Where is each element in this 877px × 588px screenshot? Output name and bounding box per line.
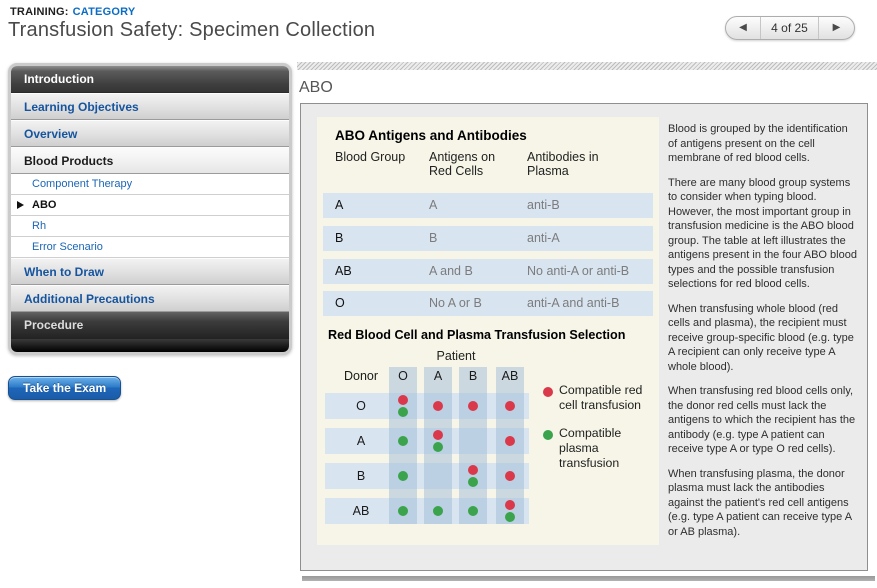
cell-antigens: B: [429, 231, 438, 245]
cell-antibodies: No anti-A or anti-B: [527, 264, 630, 278]
sidebar-item-when-to-draw[interactable]: When to Draw: [11, 258, 289, 285]
donor-type-label: A: [356, 434, 366, 448]
slide-heading: ABO: [299, 79, 333, 96]
donor-axis-label: Donor: [343, 369, 379, 383]
column-header-antibodies: Antibodies in Plasma: [527, 150, 599, 179]
next-page-button[interactable]: ▶: [819, 17, 854, 39]
red-dot-icon: [505, 436, 515, 446]
breadcrumb: [10, 6, 135, 18]
legend-label: Compatible plasma transfusion: [559, 425, 622, 471]
legend-label: Compatible red cell transfusion: [559, 383, 643, 413]
red-dot-icon: [505, 401, 515, 411]
matrix-cell: [424, 393, 452, 419]
green-dot-icon: [398, 407, 408, 417]
matrix-cell: [496, 498, 524, 524]
cell-antibodies: anti-A and anti-B: [527, 296, 620, 310]
sidebar-item-blood-products[interactable]: Blood Products: [11, 147, 289, 174]
explanatory-text: [668, 122, 860, 549]
patient-axis-label: Patient: [436, 349, 476, 363]
green-dot-icon: [433, 506, 443, 516]
sidebar-item-error-scenario[interactable]: Error Scenario: [11, 237, 289, 258]
patient-type-header: AB: [501, 369, 519, 383]
paragraph: When transfusing plasma, the donor plasma must lack the antibodies against the patient's red cell antigens (e.g. type A patient can receive type A or AB plasma).: [668, 467, 852, 538]
sidebar-item-overview[interactable]: Overview: [11, 120, 289, 147]
matrix-cell: [389, 393, 417, 419]
page-navigator: [725, 16, 855, 40]
cell-antibodies: anti-B: [527, 198, 560, 212]
green-dot-icon: [468, 477, 478, 487]
legend-item-plasma: [543, 426, 657, 472]
column-header-blood-group: Blood Group: [335, 150, 406, 164]
red-dot-icon: [468, 401, 478, 411]
course-nav-sidebar: [8, 63, 292, 355]
take-exam-button[interactable]: Take the Exam: [8, 376, 121, 400]
patient-type-header: O: [398, 369, 408, 383]
matrix-cell: [389, 463, 417, 489]
green-dot-icon: [433, 442, 443, 452]
green-dot-icon: [398, 506, 408, 516]
matrix-cell: [459, 498, 487, 524]
matrix-cell: [459, 428, 487, 454]
patient-type-header: B: [468, 369, 478, 383]
red-dot-icon: [433, 401, 443, 411]
red-dot-icon: [468, 465, 478, 475]
cell-antigens: No A or B: [429, 296, 482, 310]
red-dot-icon: [543, 387, 553, 397]
sidebar-item-introduction[interactable]: Introduction: [11, 66, 289, 93]
matrix-cell: [424, 428, 452, 454]
training-label: TRAINING:: [10, 6, 69, 18]
sidebar-item-abo[interactable]: [11, 195, 289, 216]
green-dot-icon: [505, 512, 515, 522]
matrix-cell: [424, 463, 452, 489]
green-dot-icon: [398, 436, 408, 446]
patient-type-header: A: [433, 369, 443, 383]
cell-antibodies: anti-A: [527, 231, 560, 245]
donor-type-label: O: [356, 399, 366, 413]
paragraph: When transfusing whole blood (red cells and plasma), the recipient must receive group-specific blood (e.g. type A recipient can only receive type A whole blood).: [668, 302, 854, 373]
table-row: [323, 226, 653, 251]
cell-blood-group: O: [335, 296, 345, 310]
matrix-cell: [459, 463, 487, 489]
content-bottom-divider: [302, 576, 875, 581]
sidebar-footer-bar: [11, 339, 289, 352]
sidebar-item-label: ABO: [32, 199, 57, 211]
cell-blood-group: B: [335, 231, 344, 245]
table-row: [323, 193, 653, 218]
green-dot-icon: [398, 471, 408, 481]
matrix-cell: [496, 428, 524, 454]
matrix-cell: [424, 498, 452, 524]
donor-type-label: AB: [352, 504, 370, 518]
content-top-divider: [297, 62, 877, 70]
abo-illustration-panel: [317, 117, 659, 545]
current-page-arrow-icon: [17, 201, 24, 209]
sidebar-item-procedure[interactable]: Procedure: [11, 312, 289, 339]
previous-page-button[interactable]: ◀: [726, 17, 761, 39]
cell-blood-group: AB: [335, 264, 352, 278]
red-dot-icon: [505, 471, 515, 481]
red-dot-icon: [398, 395, 408, 405]
legend-item-red-cell: [543, 383, 657, 414]
cell-antigens: A and B: [429, 264, 473, 278]
table-row: [323, 259, 653, 284]
green-dot-icon: [543, 430, 553, 440]
red-dot-icon: [433, 430, 443, 440]
sidebar-item-rh[interactable]: Rh: [11, 216, 289, 237]
matrix-legend: [543, 383, 657, 484]
table-row: [323, 291, 653, 316]
matrix-cell: [459, 393, 487, 419]
red-dot-icon: [505, 500, 515, 510]
cell-blood-group: A: [335, 198, 344, 212]
donor-type-label: B: [356, 469, 366, 483]
matrix-cell: [389, 498, 417, 524]
matrix-title: Red Blood Cell and Plasma Transfusion Selection: [328, 328, 626, 342]
paragraph: When transfusing red blood cells only, the donor red cells must lack the antigens to which the recipient has the antibody (e.g. type A patient can receive type A or type O red cells).: [668, 385, 856, 456]
sidebar-item-component-therapy[interactable]: Component Therapy: [11, 174, 289, 195]
matrix-cell: [496, 463, 524, 489]
column-header-antigens: Antigens on Red Cells: [429, 150, 496, 179]
slide-content-box: [300, 103, 868, 571]
antibody-table-title: ABO Antigens and Antibodies: [335, 128, 527, 143]
sidebar-item-additional-precautions[interactable]: Additional Precautions: [11, 285, 289, 312]
page-count-label: 4 of 25: [761, 17, 819, 39]
category-link[interactable]: CATEGORY: [72, 6, 136, 18]
sidebar-item-learning-objectives[interactable]: Learning Objectives: [11, 93, 289, 120]
paragraph: Blood is grouped by the identification of antigens present on the cell membrane of red blood cells.: [668, 123, 848, 165]
cell-antigens: A: [429, 198, 438, 212]
matrix-cell: [389, 428, 417, 454]
page-title: Transfusion Safety: Specimen Collection: [8, 19, 376, 41]
paragraph: There are many blood group systems to consider when typing blood. However, the most important group in transfusion medicine is the ABO blood group. The table at left illustrates the antigens present in the four ABO blood types and the possible transfusion selections for red blood cells.: [668, 176, 857, 291]
matrix-cell: [496, 393, 524, 419]
green-dot-icon: [468, 506, 478, 516]
